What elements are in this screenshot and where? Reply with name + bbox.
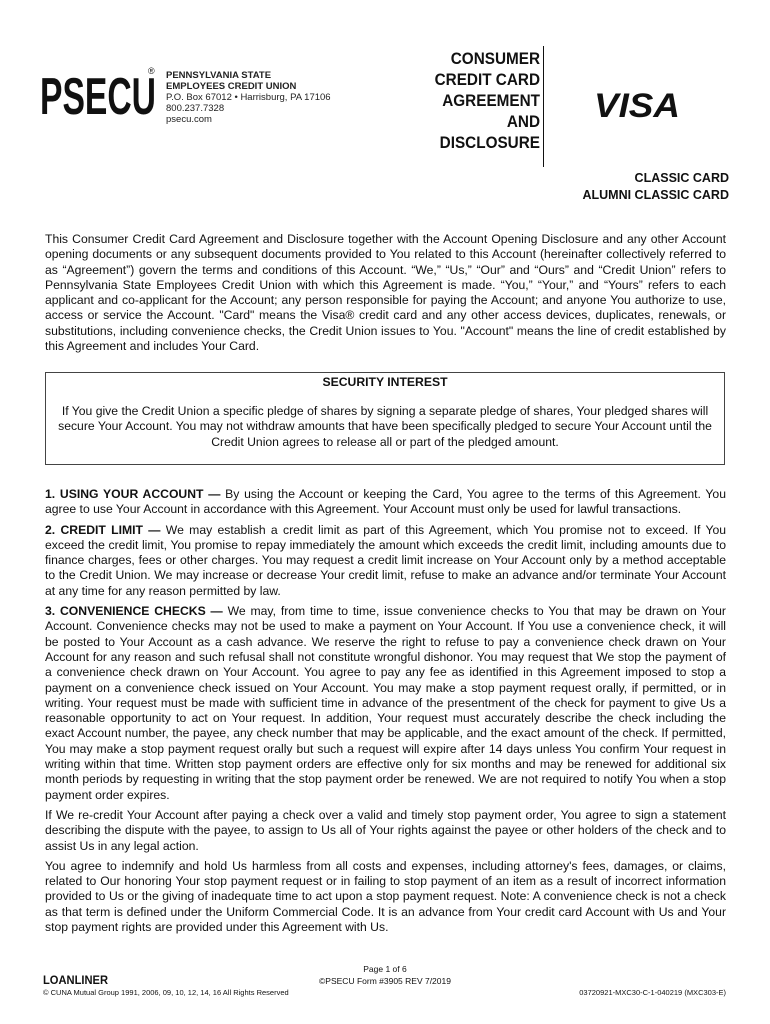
title-line: CREDIT CARD bbox=[434, 70, 540, 89]
svg-text:VISA: VISA bbox=[594, 88, 680, 120]
document-title bbox=[396, 48, 540, 153]
form-code: 03720921-MXC30-C-1-040219 (MXC303-E) bbox=[579, 988, 726, 997]
visa-logo bbox=[594, 88, 684, 120]
security-interest-body: If You give the Credit Union a specific pledge of shares by signing a separate pledge of shares, Your pledged shares will secure Your Account. You may not withdraw amounts that have been specifically pledged to secure Your Account until the Credit Union agrees to release all or part of the pledged amount. bbox=[58, 404, 712, 449]
section-heading: 1. USING YOUR ACCOUNT — bbox=[45, 487, 221, 501]
section-text: If We re-credit Your Account after paying a check over a valid and timely stop payment order, You agree to sign a statement describing the dispute with the payee, to assign to Us all of Your rights against the payee or other holders of the check and to assist Us in any legal action. bbox=[45, 807, 726, 853]
title-divider bbox=[543, 46, 544, 167]
org-info bbox=[166, 70, 331, 125]
section-text: We may establish a credit limit as part of this Agreement, which You promise not to exceed. If You exceed the credit limit, You promise to repay immediately the amount which exceeds the credit limit, including amounts due to finance charges, fees or other charges. You may request a credit limit increase on Your Account only by a method acceptable to the Credit Union. We may increase or decrease Your credit limit, refuse to make an advance and/or terminate Your Account at any time for any reason permitted by law. bbox=[45, 522, 727, 598]
title-line: AND bbox=[506, 112, 540, 131]
section-paragraph bbox=[45, 523, 726, 599]
intro-paragraph: This Consumer Credit Card Agreement and Disclosure together with the Account Opening Disclosure and any other Account opening documents or any subsequent documents provided to You related to this Account (hereinafter collectively referred to as “Agreement”) govern the terms and conditions of this Account. “We,” “Us,” “Our” and “Ours” and “Credit Union” refers to Pennsylvania State Employees Credit Union with which this Agreement is made. “You,” “Your,” and “Yours” refers to each applicant and co-applicant for the Account; any person responsible for paying the Account; and anyone You authorize to use, access or service the Account. "Card" means the Visa® credit card and any other access devices, duplicates, renewals, or substitutions, including convenience checks, the Credit Union issues to You. "Account" means the line of credit established by this Agreement and includes Your Card. bbox=[45, 232, 726, 354]
copyright-notice: © CUNA Mutual Group 1991, 2006, 09, 10, 12, 14, 16 All Rights Reserved bbox=[43, 988, 289, 997]
section-paragraph bbox=[45, 604, 726, 803]
org-website: psecu.com bbox=[166, 114, 212, 125]
agreement-sections bbox=[45, 487, 726, 940]
loanliner-logo bbox=[43, 973, 109, 985]
section-paragraph bbox=[45, 808, 726, 854]
section-heading: 2. CREDIT LIMIT — bbox=[45, 522, 161, 537]
org-phone: 800.237.7328 bbox=[166, 103, 225, 114]
org-address: P.O. Box 67012 • Harrisburg, PA 17106 bbox=[166, 92, 331, 103]
card-type: ALUMNI CLASSIC CARD bbox=[582, 188, 729, 202]
svg-text:PSECU: PSECU bbox=[40, 70, 156, 118]
registered-mark: ® bbox=[148, 66, 155, 76]
security-interest-title: SECURITY INTEREST bbox=[322, 375, 448, 389]
page-info bbox=[300, 963, 470, 987]
psecu-logo bbox=[40, 70, 158, 118]
section-text: We may, from time to time, issue convenience checks to You that may be drawn on Your Account. Convenience checks may not be used to make a payment on Your Account. If You use a convenience check, it will be posted to Your Account as a cash advance. We reserve the right to refuse to pay a convenience check drawn on Your Account for any reason and such refusal shall not constitute wrongful dishonor. You may request that We stop the payment of a convenience check drawn on Your Account. You agree to pay any fee as identified in this Agreement imposed to stop a payment on a convenience check issued on Your Account. You may make a stop payment request orally, if permitted, or in writing. Your request must be made with sufficient time in advance of the presentment of the check for payment to give Us a reasonable opportunity to act on Your request. In addition, Your request must accurately describe the check including the exact Account number, the payee, any check number that may be applicable, and the exact amount of the check. If permitted, You may make a stop payment request orally but such a request will expire after 14 days unless You confirm Your request in writing within that time. Written stop payment orders are effective only for six months and may be renewed for additional six month periods by requesting in writing that the stop payment order be renewed. We are not required to notify You when a stop payment order expires. bbox=[45, 604, 726, 802]
title-line: CONSUMER bbox=[450, 49, 540, 68]
section-paragraph bbox=[45, 487, 726, 518]
form-number: ©PSECU Form #3905 REV 7/2019 bbox=[319, 976, 451, 986]
section-text: You agree to indemnify and hold Us harmless from all costs and expenses, including attorney's fees, damages, or claims, related to Our honoring Your stop payment request or in failing to stop payment of an item as a result of incorrect information provided to Us or the giving of inadequate time to act upon a stop payment request. Note: A convenience check is not a check as that term is defined under the Uniform Commercial Code. It is an advance from Your credit card Account with Us and Your stop payment rights are provided under this Agreement with Us. bbox=[45, 858, 726, 935]
card-type: CLASSIC CARD bbox=[634, 171, 729, 185]
section-heading: 3. CONVENIENCE CHECKS — bbox=[45, 604, 223, 619]
org-name-line1: PENNSYLVANIA STATE bbox=[166, 70, 272, 81]
title-line: DISCLOSURE bbox=[439, 133, 540, 152]
title-line: AGREEMENT bbox=[442, 91, 540, 110]
org-name-line2: EMPLOYEES CREDIT UNION bbox=[166, 81, 297, 92]
card-types bbox=[500, 170, 729, 204]
page-number: Page 1 of 6 bbox=[363, 964, 407, 974]
section-paragraph bbox=[45, 859, 726, 935]
section-text: By using the Account or keeping the Card, You agree to the terms of this Agreement. You agree to use Your Account in accordance with this Agreement. Your Account must only be used for lawful transactions. bbox=[45, 487, 726, 517]
svg-text:LOANLINER: LOANLINER bbox=[43, 973, 109, 985]
